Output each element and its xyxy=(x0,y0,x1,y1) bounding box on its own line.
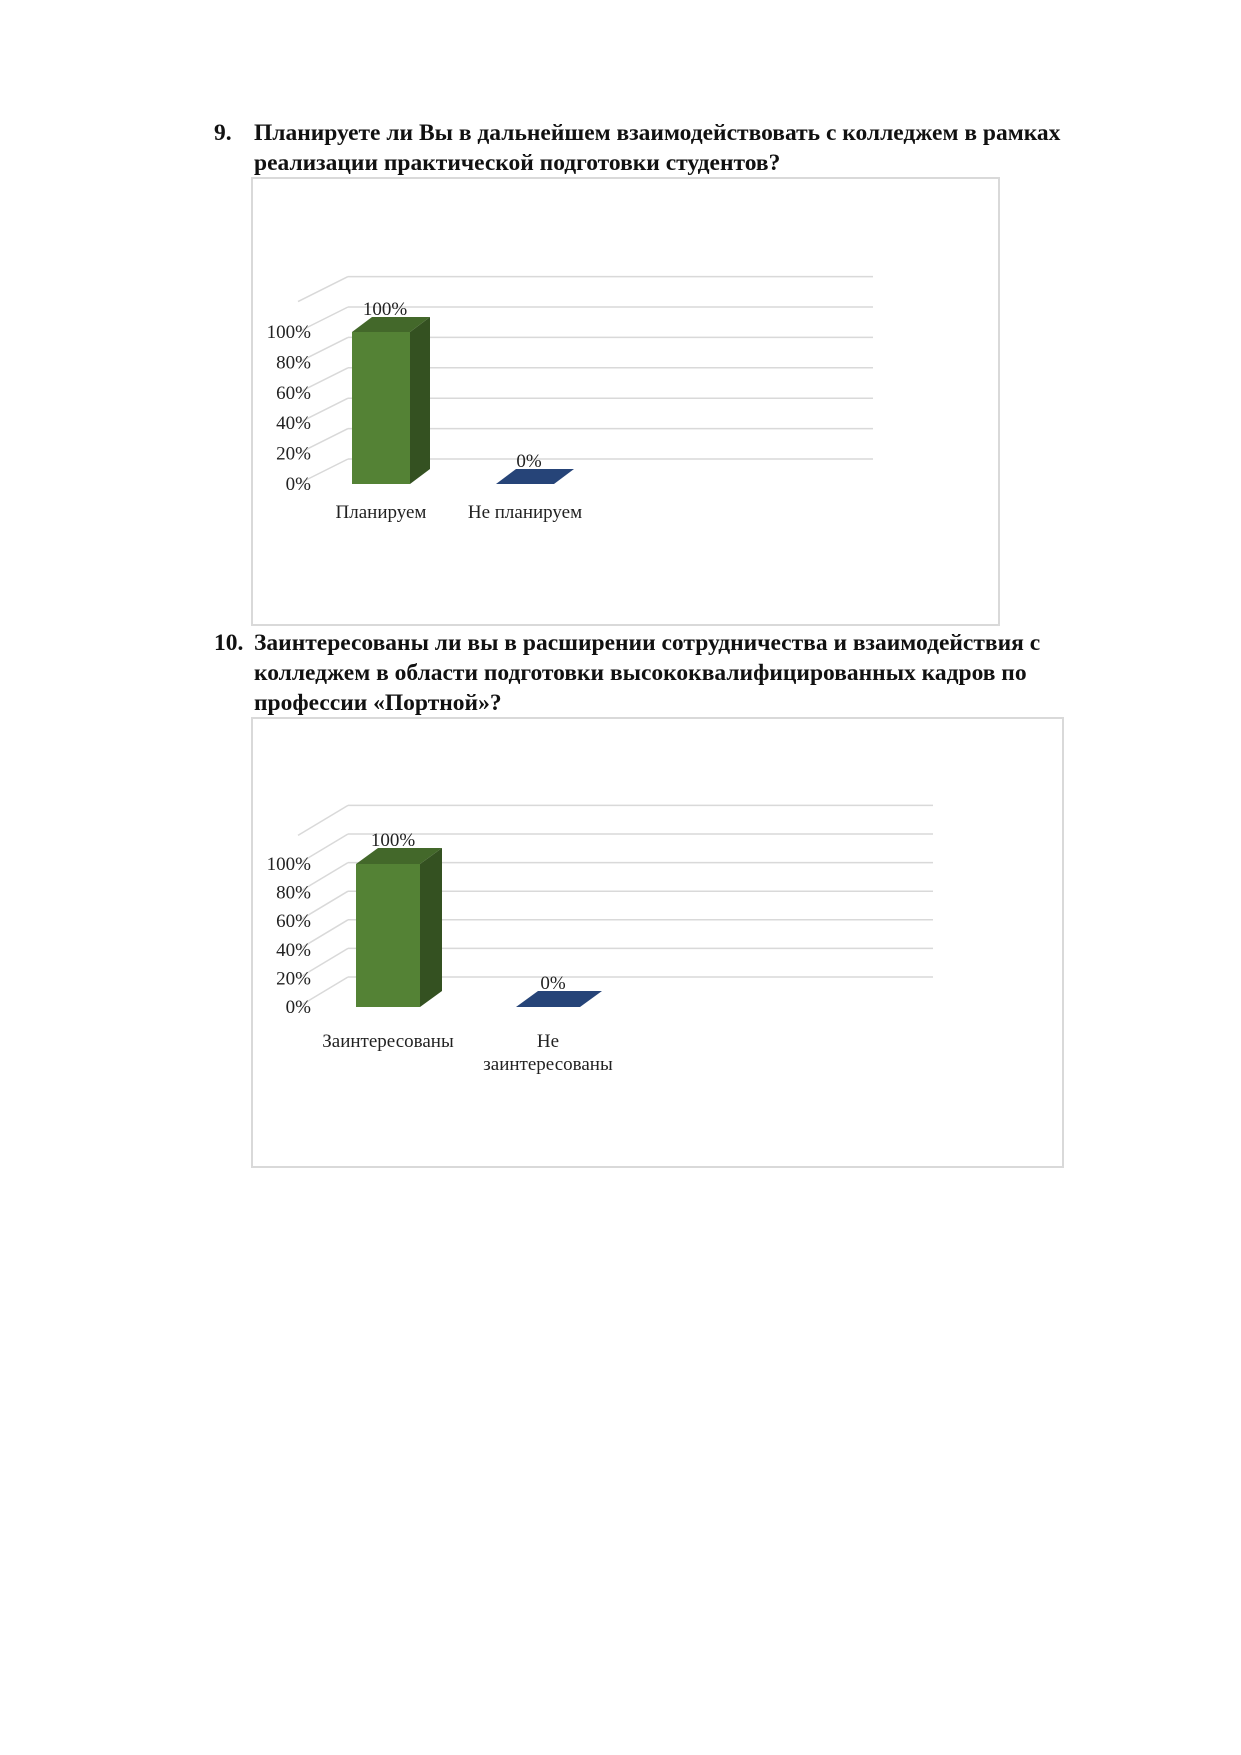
question-text-line: профессии «Портной»? xyxy=(254,690,502,716)
chart-frame-2 xyxy=(251,717,1064,1168)
category-label: Не xyxy=(536,1031,560,1052)
wall-gridline xyxy=(298,805,348,835)
bar-chart-2 xyxy=(253,719,1062,1166)
question-text xyxy=(254,118,1174,178)
data-label: 0% xyxy=(516,451,542,472)
question-text-line: реализации практической подготовки студентов? xyxy=(254,150,781,176)
y-tick-label: 80% xyxy=(276,882,311,904)
y-tick-label: 40% xyxy=(276,413,311,435)
data-label: 100% xyxy=(362,299,408,320)
y-tick-label: 100% xyxy=(266,854,311,875)
category-label: заинтересованы xyxy=(483,1054,613,1075)
bar-front xyxy=(356,864,420,1007)
data-label: 0% xyxy=(540,973,566,994)
question-text-line: Планируете ли Вы в дальнейшем взаимодействовать с колледжем в рамках xyxy=(254,120,1061,146)
y-tick-label: 20% xyxy=(276,968,311,990)
question-number: 10. xyxy=(214,630,244,656)
question-text-line: колледжем в области подготовки высококвалифицированных кадров по xyxy=(254,660,1027,686)
question-number: 9. xyxy=(214,120,232,146)
bar-side xyxy=(410,317,430,484)
category-label: Заинтересованы xyxy=(322,1031,454,1052)
y-tick-label: 20% xyxy=(276,443,311,465)
category-label: Планируем xyxy=(335,502,427,523)
y-tick-label: 100% xyxy=(266,322,311,343)
question-text xyxy=(254,628,1174,718)
y-tick-label: 0% xyxy=(285,997,311,1018)
y-tick-label: 40% xyxy=(276,939,311,961)
data-label: 100% xyxy=(370,830,416,851)
chart-frame-1 xyxy=(251,177,1000,626)
category-label: Не планируем xyxy=(467,502,583,523)
bar-front xyxy=(352,332,410,484)
bar-chart-1 xyxy=(253,179,998,624)
question-text-line: Заинтересованы ли вы в расширении сотрудничества и взаимодействия с xyxy=(254,630,1041,656)
y-tick-label: 60% xyxy=(276,382,311,404)
bar-side xyxy=(420,848,442,1007)
y-tick-label: 80% xyxy=(276,352,311,374)
y-tick-label: 60% xyxy=(276,911,311,933)
wall-gridline xyxy=(298,277,348,302)
y-tick-label: 0% xyxy=(285,474,311,495)
